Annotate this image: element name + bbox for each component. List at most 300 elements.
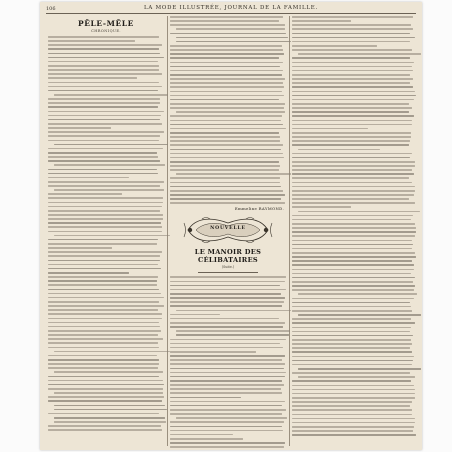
column-divider [289,16,290,446]
text-line [292,45,377,47]
text-line [292,136,411,138]
text-line [48,156,158,158]
article-title: LE MANOIR DES CÉLIBATAIRES [194,248,262,265]
text-line [54,421,166,423]
text-line [170,86,284,88]
text-line [292,434,416,436]
text-line [292,335,413,337]
text-line [48,206,162,208]
text-line [48,111,164,113]
text-line [292,103,409,105]
text-line [170,16,283,18]
title-rule [198,272,258,273]
text-line [48,413,159,415]
text-line [292,33,410,35]
text-line [170,384,284,386]
text-line [292,132,411,134]
vignette-label: NOUVELLE [210,226,246,232]
text-line [48,131,164,133]
text-line [292,426,414,428]
section-title: PÊLE-MÊLE [77,19,134,28]
text-line [170,351,256,353]
text-line [48,260,160,262]
text-line [48,181,164,183]
text-line [48,226,162,228]
text-line [292,380,411,382]
text-line [292,318,411,320]
text-line [48,243,157,245]
text-line [292,405,410,407]
text-line [292,124,412,126]
text-line [48,268,161,270]
text-line [48,115,161,117]
text-line [48,90,158,92]
text-line [292,161,415,163]
text-line [48,284,157,286]
text-line [292,327,411,329]
text-line [170,289,286,291]
text-line [170,74,282,76]
text-line [170,132,279,134]
text-line [48,425,161,427]
text-line [170,169,279,171]
text-line [292,91,415,93]
text-line [48,272,129,274]
column-1-text [48,36,164,431]
text-line [170,285,280,287]
text-line [48,376,159,378]
text-line [292,264,414,266]
text-line [298,293,417,295]
text-line [48,36,159,38]
text-line [292,269,414,271]
column-3-text [292,16,416,436]
text-line [48,197,163,199]
text-line [170,182,280,184]
text-line [176,41,291,43]
text-line [298,211,420,213]
text-line [170,293,281,295]
column-2-text-top [170,16,286,204]
text-line [292,37,415,39]
text-line [292,409,412,411]
text-line [170,128,286,130]
text-line [292,393,415,395]
text-line [292,70,413,72]
text-line [48,169,157,171]
text-line [170,149,281,151]
text-line [170,347,283,349]
text-line [292,351,412,353]
article-subtitle: (Suite.) [221,265,235,270]
text-line [48,218,163,220]
text-line [292,186,415,188]
text-line [292,401,412,403]
page-number: 106 [46,6,56,12]
text-line [48,326,160,328]
text-line [292,20,351,22]
text-line [48,322,159,324]
text-line [48,77,137,79]
text-line [48,293,161,295]
text-line [48,396,164,398]
text-line [292,227,416,229]
text-line [292,194,414,196]
newspaper-page [40,2,422,450]
text-line [170,401,285,403]
text-line [48,264,158,266]
text-line [170,359,282,361]
text-line [292,385,414,387]
text-line [292,347,410,349]
text-line [292,360,413,362]
text-line [292,256,416,258]
text-line [170,103,285,105]
text-line [48,289,159,291]
text-line [176,417,287,419]
text-line [170,355,285,357]
text-line [48,40,135,42]
text-line [292,252,415,254]
text-line [48,102,160,104]
text-line [170,442,285,444]
text-line [48,313,162,315]
text-line [292,430,413,432]
text-line [292,414,412,416]
text-line [292,78,413,80]
text-line [292,144,409,146]
text-line [170,421,284,423]
text-line [170,49,283,51]
text-line [48,73,162,75]
text-line [292,322,415,324]
text-line [48,255,160,257]
text-line [292,157,410,159]
text-line [292,49,412,51]
text-line [292,285,415,287]
text-line [170,276,286,278]
text-line [170,62,283,64]
column-3 [292,16,416,438]
text-line [48,334,158,336]
text-line [48,123,162,125]
text-line [298,376,415,378]
text-line [54,371,163,373]
text-line [54,235,170,237]
text-line [48,127,111,129]
column-1 [48,16,164,434]
text-line [292,107,412,109]
text-line [170,140,280,142]
text-line [292,389,415,391]
text-line [292,165,415,167]
text-line [48,86,162,88]
text-line [48,82,159,84]
text-line [292,418,415,420]
text-line [292,173,414,175]
text-line [48,330,161,332]
text-line [48,210,160,212]
text-line [170,376,285,378]
text-line [54,405,165,407]
text-line [48,48,159,50]
text-line [292,16,413,18]
text-line [48,152,157,154]
running-header: LA MODE ILLUSTRÉE, JOURNAL DE LA FAMILLE. [144,5,318,11]
text-line [292,281,413,283]
text-line [292,397,415,399]
text-line [170,91,282,93]
text-line [54,351,170,353]
text-line [176,310,291,312]
text-line [292,202,415,204]
text-line [292,244,413,246]
text-line [54,144,168,146]
text-line [48,177,129,179]
text-line [170,343,280,345]
text-line [48,318,162,320]
text-line [292,422,415,424]
text-line [48,355,157,357]
text-line [170,202,285,204]
text-line [54,164,165,166]
text-line [170,124,283,126]
text-line [170,70,283,72]
text-line [170,53,284,55]
text-line [292,198,409,200]
text-line [292,120,412,122]
text-line [292,215,413,217]
text-line [48,301,159,303]
text-line [170,426,282,428]
text-line [292,24,411,26]
text-line [298,53,421,55]
text-line [170,198,281,200]
text-line [48,305,164,307]
text-line [48,359,159,361]
text-line [170,372,286,374]
text-line [292,364,412,366]
text-line [292,41,410,43]
text-line [292,99,414,101]
text-line [170,95,284,97]
text-line [292,248,412,250]
text-line [170,57,279,59]
text-line [54,392,163,394]
text-line [292,219,411,221]
text-line [170,318,279,320]
text-line [170,66,280,68]
text-line [176,173,291,175]
text-line [292,182,412,184]
text-line [292,206,351,208]
text-line [48,384,164,386]
column-divider [167,16,168,446]
text-line [292,86,413,88]
text-line [48,140,159,142]
text-line [170,388,281,390]
text-line [292,62,414,64]
text-line [292,74,410,76]
text-line [48,380,163,382]
text-line [48,231,162,233]
text-line [176,334,289,336]
text-line [48,342,158,344]
text-line [170,186,281,188]
text-line [48,239,158,241]
text-line [292,302,410,304]
text-line [292,95,416,97]
text-line [170,99,279,101]
text-line [170,397,241,399]
text-line [170,78,285,80]
text-line [176,37,288,39]
text-line [170,430,283,432]
text-line [292,372,410,374]
text-line [298,368,421,370]
text-line [292,289,414,291]
text-line [292,140,410,142]
text-line [170,305,282,307]
text-line [48,148,163,150]
text-line [48,44,162,46]
text-line [170,301,284,303]
text-line [292,273,411,275]
text-line [292,235,415,237]
text-line [48,202,163,204]
text-line [48,135,160,137]
text-line [170,409,286,411]
text-line [170,326,283,328]
text-line [170,380,282,382]
text-line [292,28,413,30]
text-line [170,107,284,109]
text-line [170,413,282,415]
text-line [48,429,162,431]
text-line [170,45,282,47]
text-line [48,338,163,340]
text-line [54,189,164,191]
text-line [292,240,412,242]
text-line [54,409,167,411]
text-line [48,367,158,369]
text-line [48,309,158,311]
text-line [292,153,412,155]
text-line [292,298,414,300]
text-line [48,69,159,71]
text-line [170,281,285,283]
text-line [170,405,282,407]
text-line [48,185,160,187]
text-line [292,169,412,171]
section-subtitle: CHRONIQUE. [91,29,121,33]
text-line [48,297,164,299]
text-line [48,65,159,67]
text-line [48,400,162,402]
text-line [292,277,415,279]
author-signature: Emmeline RAYMOND. [234,206,284,212]
text-line [170,165,280,167]
text-line [170,24,285,26]
text-line [292,306,411,308]
text-line [170,322,285,324]
text-line [48,363,159,365]
text-line [292,57,410,59]
text-line [170,368,284,370]
column-2 [170,16,286,450]
text-line [54,417,165,419]
text-line [292,82,410,84]
text-line [48,388,163,390]
text-line [176,330,290,332]
text-line [292,331,410,333]
text-line [292,177,409,179]
text-line [48,214,163,216]
text-line [292,190,415,192]
text-line [170,20,279,22]
text-line [170,438,243,440]
text-line [170,190,283,192]
text-line [292,115,414,117]
text-line [170,144,283,146]
text-line [48,193,122,195]
text-line [292,223,415,225]
text-line [170,82,283,84]
nouvelle-vignette [182,215,274,245]
text-line [292,343,412,345]
text-line [298,314,421,316]
text-line [292,128,368,130]
text-line [170,297,285,299]
text-line [170,161,279,163]
column-2-text-bottom [170,276,286,450]
text-line [54,94,168,96]
text-line [170,177,280,179]
text-line [292,356,414,358]
text-line [48,222,161,224]
text-line [170,136,280,138]
text-line [170,434,233,436]
text-line [48,98,160,100]
text-line [292,111,409,113]
text-line [170,115,282,117]
text-line [170,194,285,196]
text-line [176,111,285,113]
text-line [170,153,283,155]
text-line [292,310,412,312]
text-line [48,251,162,253]
text-line [170,446,284,448]
text-line [48,247,112,249]
text-line [170,33,286,35]
text-line [170,392,282,394]
text-line [48,53,160,55]
text-line [170,120,281,122]
text-line [170,339,286,341]
text-line [170,314,220,316]
text-line [48,347,159,349]
text-line [48,106,158,108]
text-line [292,66,412,68]
text-line [48,160,160,162]
text-line [48,280,157,282]
header-rule [46,13,416,14]
text-line [170,157,284,159]
text-line [48,276,158,278]
text-line [48,119,160,121]
text-line [48,57,164,59]
text-line [292,260,412,262]
